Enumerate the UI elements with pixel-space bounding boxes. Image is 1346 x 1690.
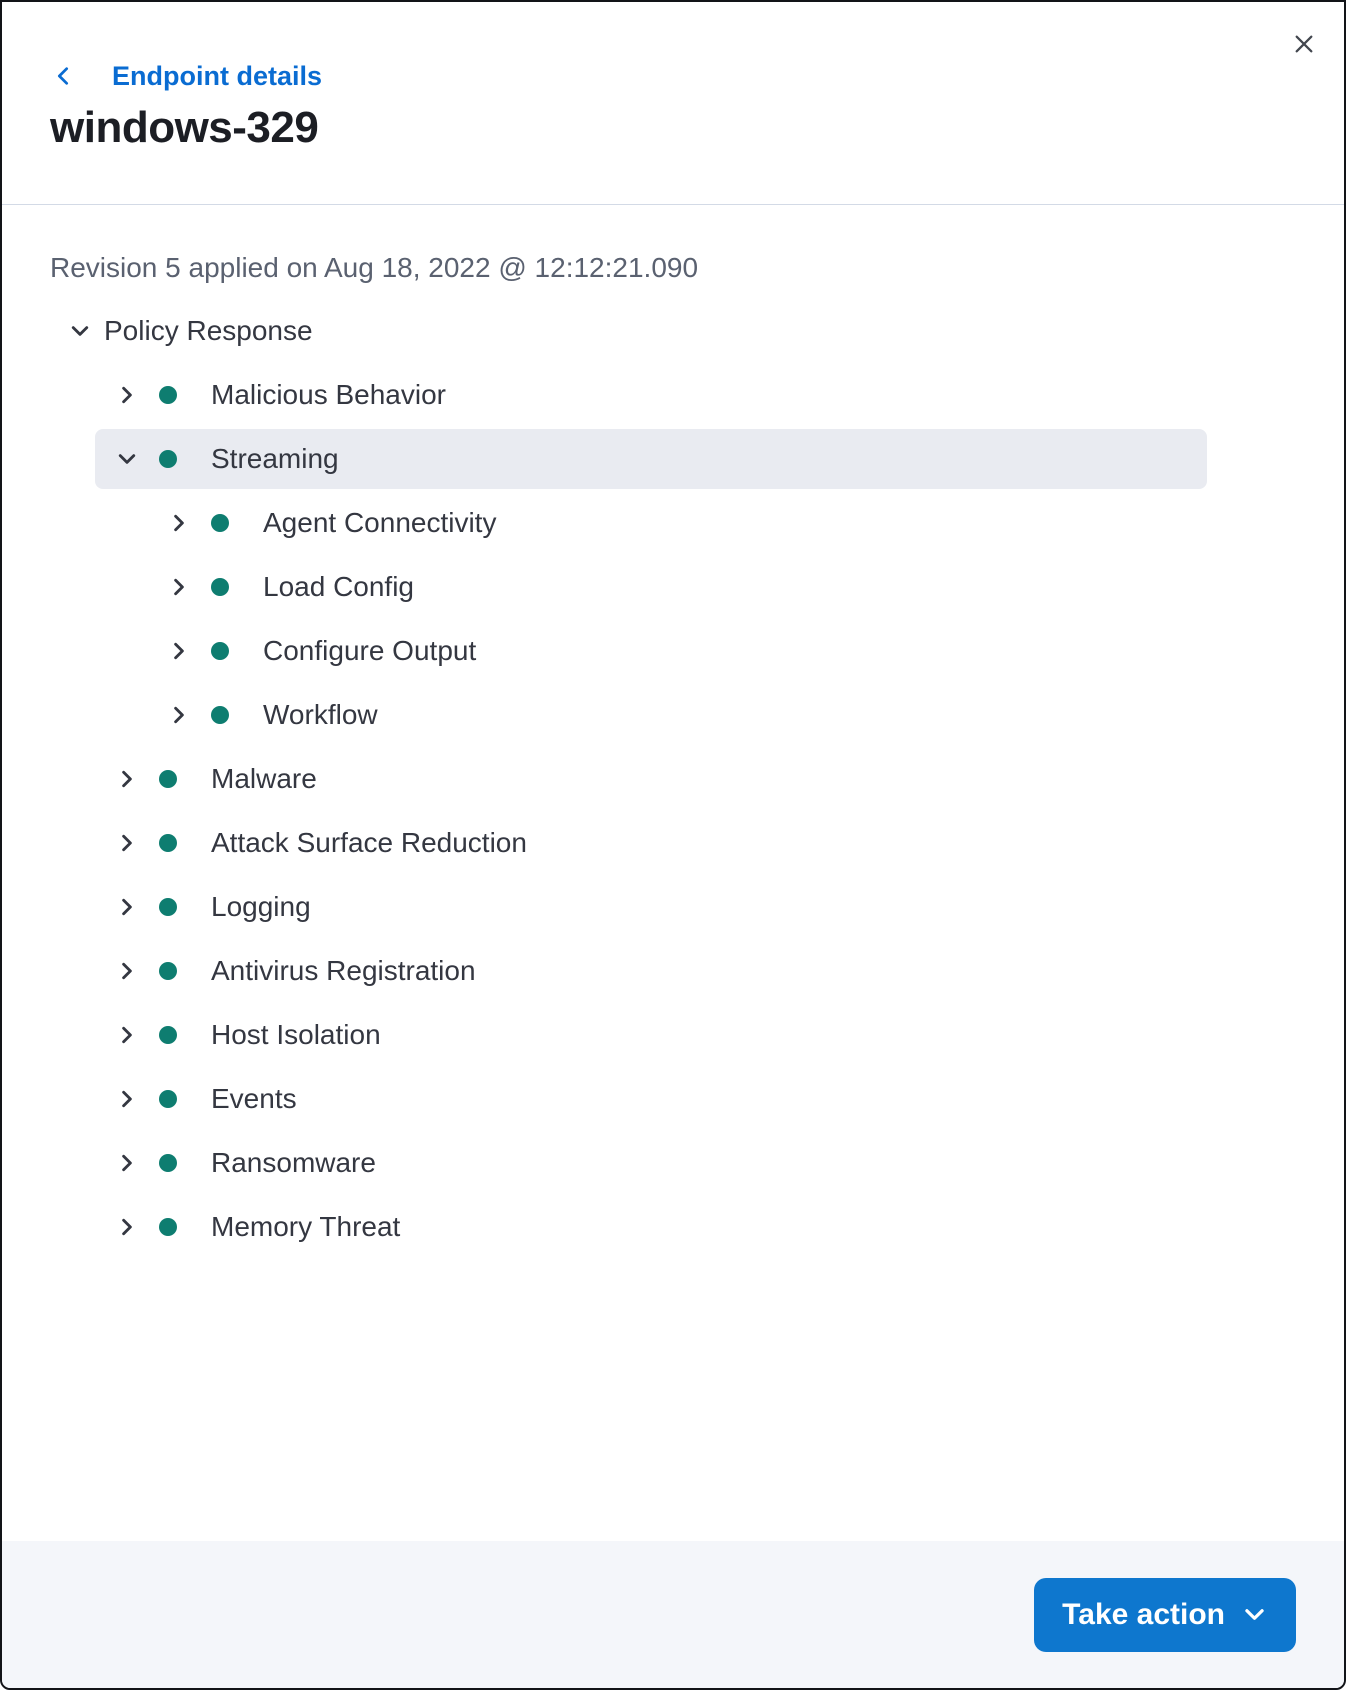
tree-item-attack-surface-reduction[interactable] [95, 813, 1207, 873]
status-dot-icon [159, 962, 177, 980]
policy-response-panel [2, 205, 1344, 1541]
chevron-right-icon[interactable] [167, 511, 191, 535]
tree-item-agent-connectivity[interactable] [95, 493, 1207, 553]
flyout-header [2, 2, 1344, 205]
tree-item-label: Ransomware [211, 1147, 376, 1178]
chevron-right-icon[interactable] [167, 575, 191, 599]
status-dot-icon [159, 1026, 177, 1044]
tree-item-malicious-behavior[interactable] [95, 365, 1207, 425]
tree-item-policy-response[interactable] [50, 301, 1296, 361]
status-dot-icon [159, 834, 177, 852]
back-to-endpoint-details-link[interactable] [50, 60, 322, 92]
take-action-button[interactable] [1034, 1578, 1296, 1652]
policy-response-tree [50, 301, 1296, 1257]
chevron-right-icon[interactable] [115, 1023, 139, 1047]
status-dot-icon [211, 642, 229, 660]
tree-item-load-config[interactable] [95, 557, 1207, 617]
status-dot-icon [211, 578, 229, 596]
status-dot-icon [159, 1154, 177, 1172]
chevron-down-icon[interactable] [115, 447, 139, 471]
chevron-right-icon[interactable] [115, 831, 139, 855]
chevron-right-icon[interactable] [115, 1151, 139, 1175]
chevron-left-icon [50, 63, 76, 89]
chevron-down-icon [1241, 1601, 1268, 1628]
tree-item-label: Host Isolation [211, 1019, 381, 1050]
status-dot-icon [159, 1218, 177, 1236]
flyout-footer [2, 1541, 1344, 1688]
status-dot-icon [159, 386, 177, 404]
chevron-right-icon[interactable] [115, 959, 139, 983]
tree-item-label: Malicious Behavior [211, 379, 446, 410]
chevron-right-icon[interactable] [167, 703, 191, 727]
chevron-right-icon[interactable] [115, 895, 139, 919]
tree-item-label: Logging [211, 891, 311, 922]
tree-item-label: Agent Connectivity [263, 507, 497, 538]
tree-item-logging[interactable] [95, 877, 1207, 937]
chevron-right-icon[interactable] [115, 767, 139, 791]
chevron-right-icon[interactable] [115, 383, 139, 407]
tree-item-host-isolation[interactable] [95, 1005, 1207, 1065]
chevron-right-icon[interactable] [115, 1215, 139, 1239]
status-dot-icon [211, 514, 229, 532]
tree-item-label: Streaming [211, 443, 339, 474]
revision-applied-text: Revision 5 applied on Aug 18, 2022 @ 12:12:21.090 [50, 252, 699, 283]
status-dot-icon [159, 770, 177, 788]
tree-item-malware[interactable] [95, 749, 1207, 809]
tree-item-events[interactable] [95, 1069, 1207, 1129]
tree-item-label: Load Config [263, 571, 415, 602]
page-title: windows-329 [50, 103, 319, 152]
status-dot-icon [211, 706, 229, 724]
tree-item-label: Antivirus Registration [211, 955, 476, 986]
back-link-label: Endpoint details [112, 61, 323, 91]
tree-item-label: Memory Threat [211, 1211, 401, 1242]
tree-item-label: Malware [211, 763, 317, 794]
tree-item-label: Policy Response [104, 315, 313, 346]
tree-item-label: Workflow [263, 699, 378, 730]
status-dot-icon [159, 898, 177, 916]
chevron-right-icon[interactable] [115, 1087, 139, 1111]
tree-item-configure-output[interactable] [95, 621, 1207, 681]
take-action-label: Take action [1062, 1597, 1225, 1631]
tree-items [50, 365, 1296, 1257]
tree-item-streaming[interactable] [95, 429, 1207, 489]
tree-item-antivirus-registration[interactable] [95, 941, 1207, 1001]
status-dot-icon [159, 450, 177, 468]
tree-item-ransomware[interactable] [95, 1133, 1207, 1193]
status-dot-icon [159, 1090, 177, 1108]
tree-item-workflow[interactable] [95, 685, 1207, 745]
chevron-right-icon[interactable] [167, 639, 191, 663]
tree-item-label: Configure Output [263, 635, 477, 666]
tree-item-label: Attack Surface Reduction [211, 827, 527, 858]
tree-item-memory-threat[interactable] [95, 1197, 1207, 1257]
tree-item-label: Events [211, 1083, 297, 1114]
chevron-down-icon[interactable] [68, 319, 92, 343]
